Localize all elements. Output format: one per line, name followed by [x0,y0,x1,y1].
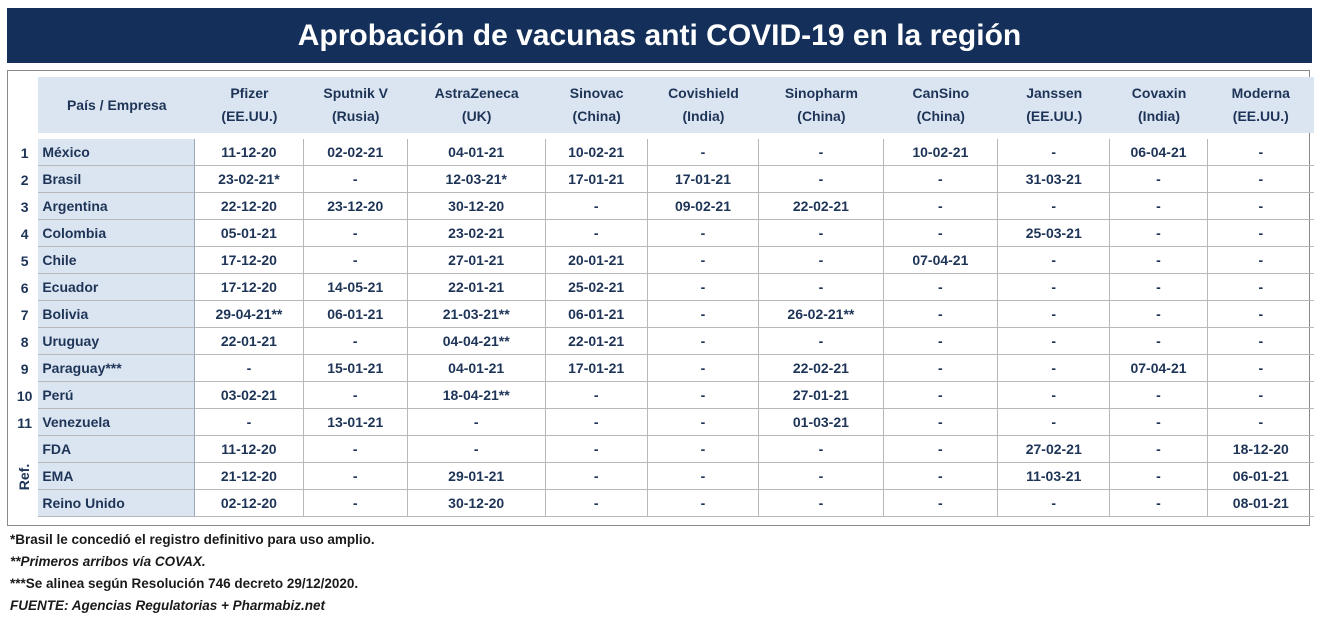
date-cell: 02-02-21 [304,139,408,166]
date-cell: - [884,220,998,247]
date-cell: 11-03-21 [998,463,1110,490]
date-cell: - [546,193,648,220]
date-cell: - [1110,463,1207,490]
date-cell: - [1208,139,1314,166]
country-cell: México [38,139,195,166]
table-row [11,328,1314,355]
date-cell: - [648,355,759,382]
row-number: 9 [20,360,29,377]
date-cell: - [1110,247,1207,274]
date-cell: - [546,220,648,247]
date-cell: - [546,463,648,490]
date-cell: - [195,355,303,382]
header-vaccine: Sinopharm (China) [759,77,884,133]
date-cell: - [304,382,408,409]
date-cell: 05-01-21 [195,220,303,247]
date-cell: 14-05-21 [304,274,408,301]
date-cell: - [1110,436,1207,463]
date-cell: 21-03-21** [408,301,546,328]
date-cell: - [1208,328,1314,355]
date-cell: - [884,166,998,193]
date-cell: 08-01-21 [1208,490,1314,517]
table-row [11,220,1314,247]
date-cell: 23-12-20 [304,193,408,220]
footnote: ***Se alinea según Resolución 746 decreto 29/12/2020. [10,576,359,591]
date-cell: 23-02-21 [408,220,546,247]
date-cell: - [998,139,1110,166]
date-cell: - [884,490,998,517]
date-cell: - [1208,355,1314,382]
table-row [11,301,1314,328]
footnote: **Primeros arribos vía COVAX. [10,554,206,569]
table-body [11,133,1314,517]
date-cell: 22-01-21 [195,328,303,355]
date-cell: 29-01-21 [408,463,546,490]
header-corner [11,77,38,133]
date-cell: 29-04-21** [195,301,303,328]
date-cell: - [546,436,648,463]
reference-row [11,490,1314,517]
row-number: 2 [20,171,29,188]
date-cell: 02-12-20 [195,490,303,517]
header-vaccine: Janssen (EE.UU.) [998,77,1110,133]
date-cell: 22-01-21 [408,274,546,301]
date-cell: - [304,328,408,355]
row-number: 8 [20,333,29,350]
date-cell: 27-01-21 [408,247,546,274]
date-cell: 06-01-21 [304,301,408,328]
date-cell: - [759,490,884,517]
date-cell: - [1208,166,1314,193]
date-cell: 30-12-20 [408,193,546,220]
date-cell: - [1208,220,1314,247]
date-cell: - [648,382,759,409]
date-cell: - [546,409,648,436]
country-cell: Perú [38,382,195,409]
date-cell: - [648,328,759,355]
date-cell: - [648,247,759,274]
date-cell: 04-04-21** [408,328,546,355]
header-vaccine: Sputnik V (Rusia) [304,77,408,133]
date-cell: 22-01-21 [546,328,648,355]
date-cell: - [759,274,884,301]
reference-label-text: Ref. [16,463,33,490]
date-cell: - [1208,409,1314,436]
date-cell: - [884,382,998,409]
agency-cell: Reino Unido [38,490,195,517]
date-cell: 06-04-21 [1110,139,1207,166]
date-cell: - [304,247,408,274]
date-cell: 27-01-21 [759,382,884,409]
date-cell: 11-12-20 [195,436,303,463]
date-cell: - [1110,301,1207,328]
date-cell: 21-12-20 [195,463,303,490]
date-cell: - [546,382,648,409]
header-vaccine: Covishield (India) [648,77,759,133]
date-cell: 09-02-21 [648,193,759,220]
date-cell: 17-01-21 [648,166,759,193]
row-number: 10 [16,387,33,404]
header-country: País / Empresa [38,77,195,133]
row-number: 11 [17,414,33,431]
date-cell: - [884,436,998,463]
header-vaccine: Pfizer (EE.UU.) [195,77,303,133]
date-cell: 17-01-21 [546,166,648,193]
date-cell: - [648,436,759,463]
country-cell: Paraguay*** [38,355,195,382]
date-cell: - [648,139,759,166]
date-cell: 31-03-21 [998,166,1110,193]
date-cell: 18-12-20 [1208,436,1314,463]
date-cell: - [998,355,1110,382]
date-cell: - [759,220,884,247]
footnotes [10,529,375,617]
table-row [11,166,1314,193]
date-cell: - [998,490,1110,517]
date-cell: - [1110,328,1207,355]
date-cell: - [1110,382,1207,409]
date-cell: - [884,328,998,355]
header-vaccine: Moderna (EE.UU.) [1208,77,1314,133]
agency-cell: FDA [38,436,195,463]
date-cell: 17-12-20 [195,247,303,274]
row-number: 4 [20,225,29,242]
date-cell: - [195,409,303,436]
date-cell: - [759,328,884,355]
table-row [11,355,1314,382]
date-cell: 17-01-21 [546,355,648,382]
date-cell: 20-01-21 [546,247,648,274]
header-vaccine: CanSino (China) [884,77,998,133]
date-cell: 17-12-20 [195,274,303,301]
date-cell: 10-02-21 [884,139,998,166]
date-cell: - [648,463,759,490]
date-cell: 11-12-20 [195,139,303,166]
date-cell: 04-01-21 [408,139,546,166]
date-cell: - [998,301,1110,328]
date-cell: 07-04-21 [884,247,998,274]
date-cell: 03-02-21 [195,382,303,409]
date-cell: - [884,274,998,301]
date-cell: - [884,463,998,490]
date-cell: 10-02-21 [546,139,648,166]
header-vaccine: Sinovac (China) [546,77,648,133]
date-cell: 06-01-21 [1208,463,1314,490]
table-row [11,193,1314,220]
table-row [11,247,1314,274]
date-cell: - [884,355,998,382]
country-cell: Uruguay [38,328,195,355]
row-number: 3 [20,198,29,215]
date-cell: - [884,193,998,220]
date-cell: - [998,409,1110,436]
page-title: Aprobación de vacunas anti COVID-19 en la región [7,8,1312,63]
country-cell: Ecuador [38,274,195,301]
date-cell: - [304,463,408,490]
table-row [11,382,1314,409]
country-cell: Bolivia [38,301,195,328]
header-vaccine: Covaxin (India) [1110,77,1207,133]
reference-row [11,463,1314,490]
date-cell: 25-02-21 [546,274,648,301]
date-cell: - [1110,193,1207,220]
date-cell: - [648,274,759,301]
country-cell: Argentina [38,193,195,220]
date-cell: - [1208,301,1314,328]
date-cell: - [1110,274,1207,301]
date-cell: - [648,220,759,247]
row-number: 6 [20,279,29,296]
date-cell: - [408,409,546,436]
date-cell: - [546,490,648,517]
footnote: *Brasil le concedió el registro definitivo para uso amplio. [10,532,375,547]
table-row [11,139,1314,166]
reference-label [11,436,38,517]
date-cell: - [1208,274,1314,301]
date-cell: - [1208,193,1314,220]
table-row [11,274,1314,301]
reference-row [11,436,1314,463]
date-cell: - [759,166,884,193]
date-cell: - [1110,409,1207,436]
date-cell: 26-02-21** [759,301,884,328]
date-cell: - [998,274,1110,301]
date-cell: - [1110,166,1207,193]
date-cell: - [304,490,408,517]
date-cell: - [408,436,546,463]
date-cell: - [998,382,1110,409]
date-cell: 07-04-21 [1110,355,1207,382]
date-cell: - [884,409,998,436]
date-cell: - [304,220,408,247]
source-note: FUENTE: Agencias Regulatorias + Pharmabiz.net [10,598,325,613]
date-cell: - [1208,247,1314,274]
date-cell: 06-01-21 [546,301,648,328]
date-cell: 04-01-21 [408,355,546,382]
date-cell: - [1208,382,1314,409]
row-number: 5 [20,252,29,269]
date-cell: 22-12-20 [195,193,303,220]
country-cell: Brasil [38,166,195,193]
date-cell: - [1110,490,1207,517]
date-cell: - [759,247,884,274]
vaccine-approval-table [11,77,1314,517]
table-row [11,409,1314,436]
date-cell: 23-02-21* [195,166,303,193]
date-cell: - [648,490,759,517]
date-cell: - [998,328,1110,355]
date-cell: - [998,247,1110,274]
date-cell: 22-02-21 [759,355,884,382]
date-cell: - [648,409,759,436]
date-cell: - [648,301,759,328]
date-cell: - [759,436,884,463]
header-row [11,77,1314,133]
date-cell: 18-04-21** [408,382,546,409]
date-cell: 27-02-21 [998,436,1110,463]
date-cell: - [1110,220,1207,247]
date-cell: - [304,436,408,463]
date-cell: 01-03-21 [759,409,884,436]
country-cell: Venezuela [38,409,195,436]
country-cell: Chile [38,247,195,274]
date-cell: - [759,463,884,490]
date-cell: 13-01-21 [304,409,408,436]
date-cell: 25-03-21 [998,220,1110,247]
date-cell: 22-02-21 [759,193,884,220]
date-cell: - [884,301,998,328]
row-number: 7 [20,306,29,323]
agency-cell: EMA [38,463,195,490]
date-cell: 30-12-20 [408,490,546,517]
date-cell: - [759,139,884,166]
date-cell: 15-01-21 [304,355,408,382]
date-cell: 12-03-21* [408,166,546,193]
date-cell: - [998,193,1110,220]
date-cell: - [304,166,408,193]
row-number: 1 [20,144,29,161]
country-cell: Colombia [38,220,195,247]
header-vaccine: AstraZeneca (UK) [408,77,546,133]
